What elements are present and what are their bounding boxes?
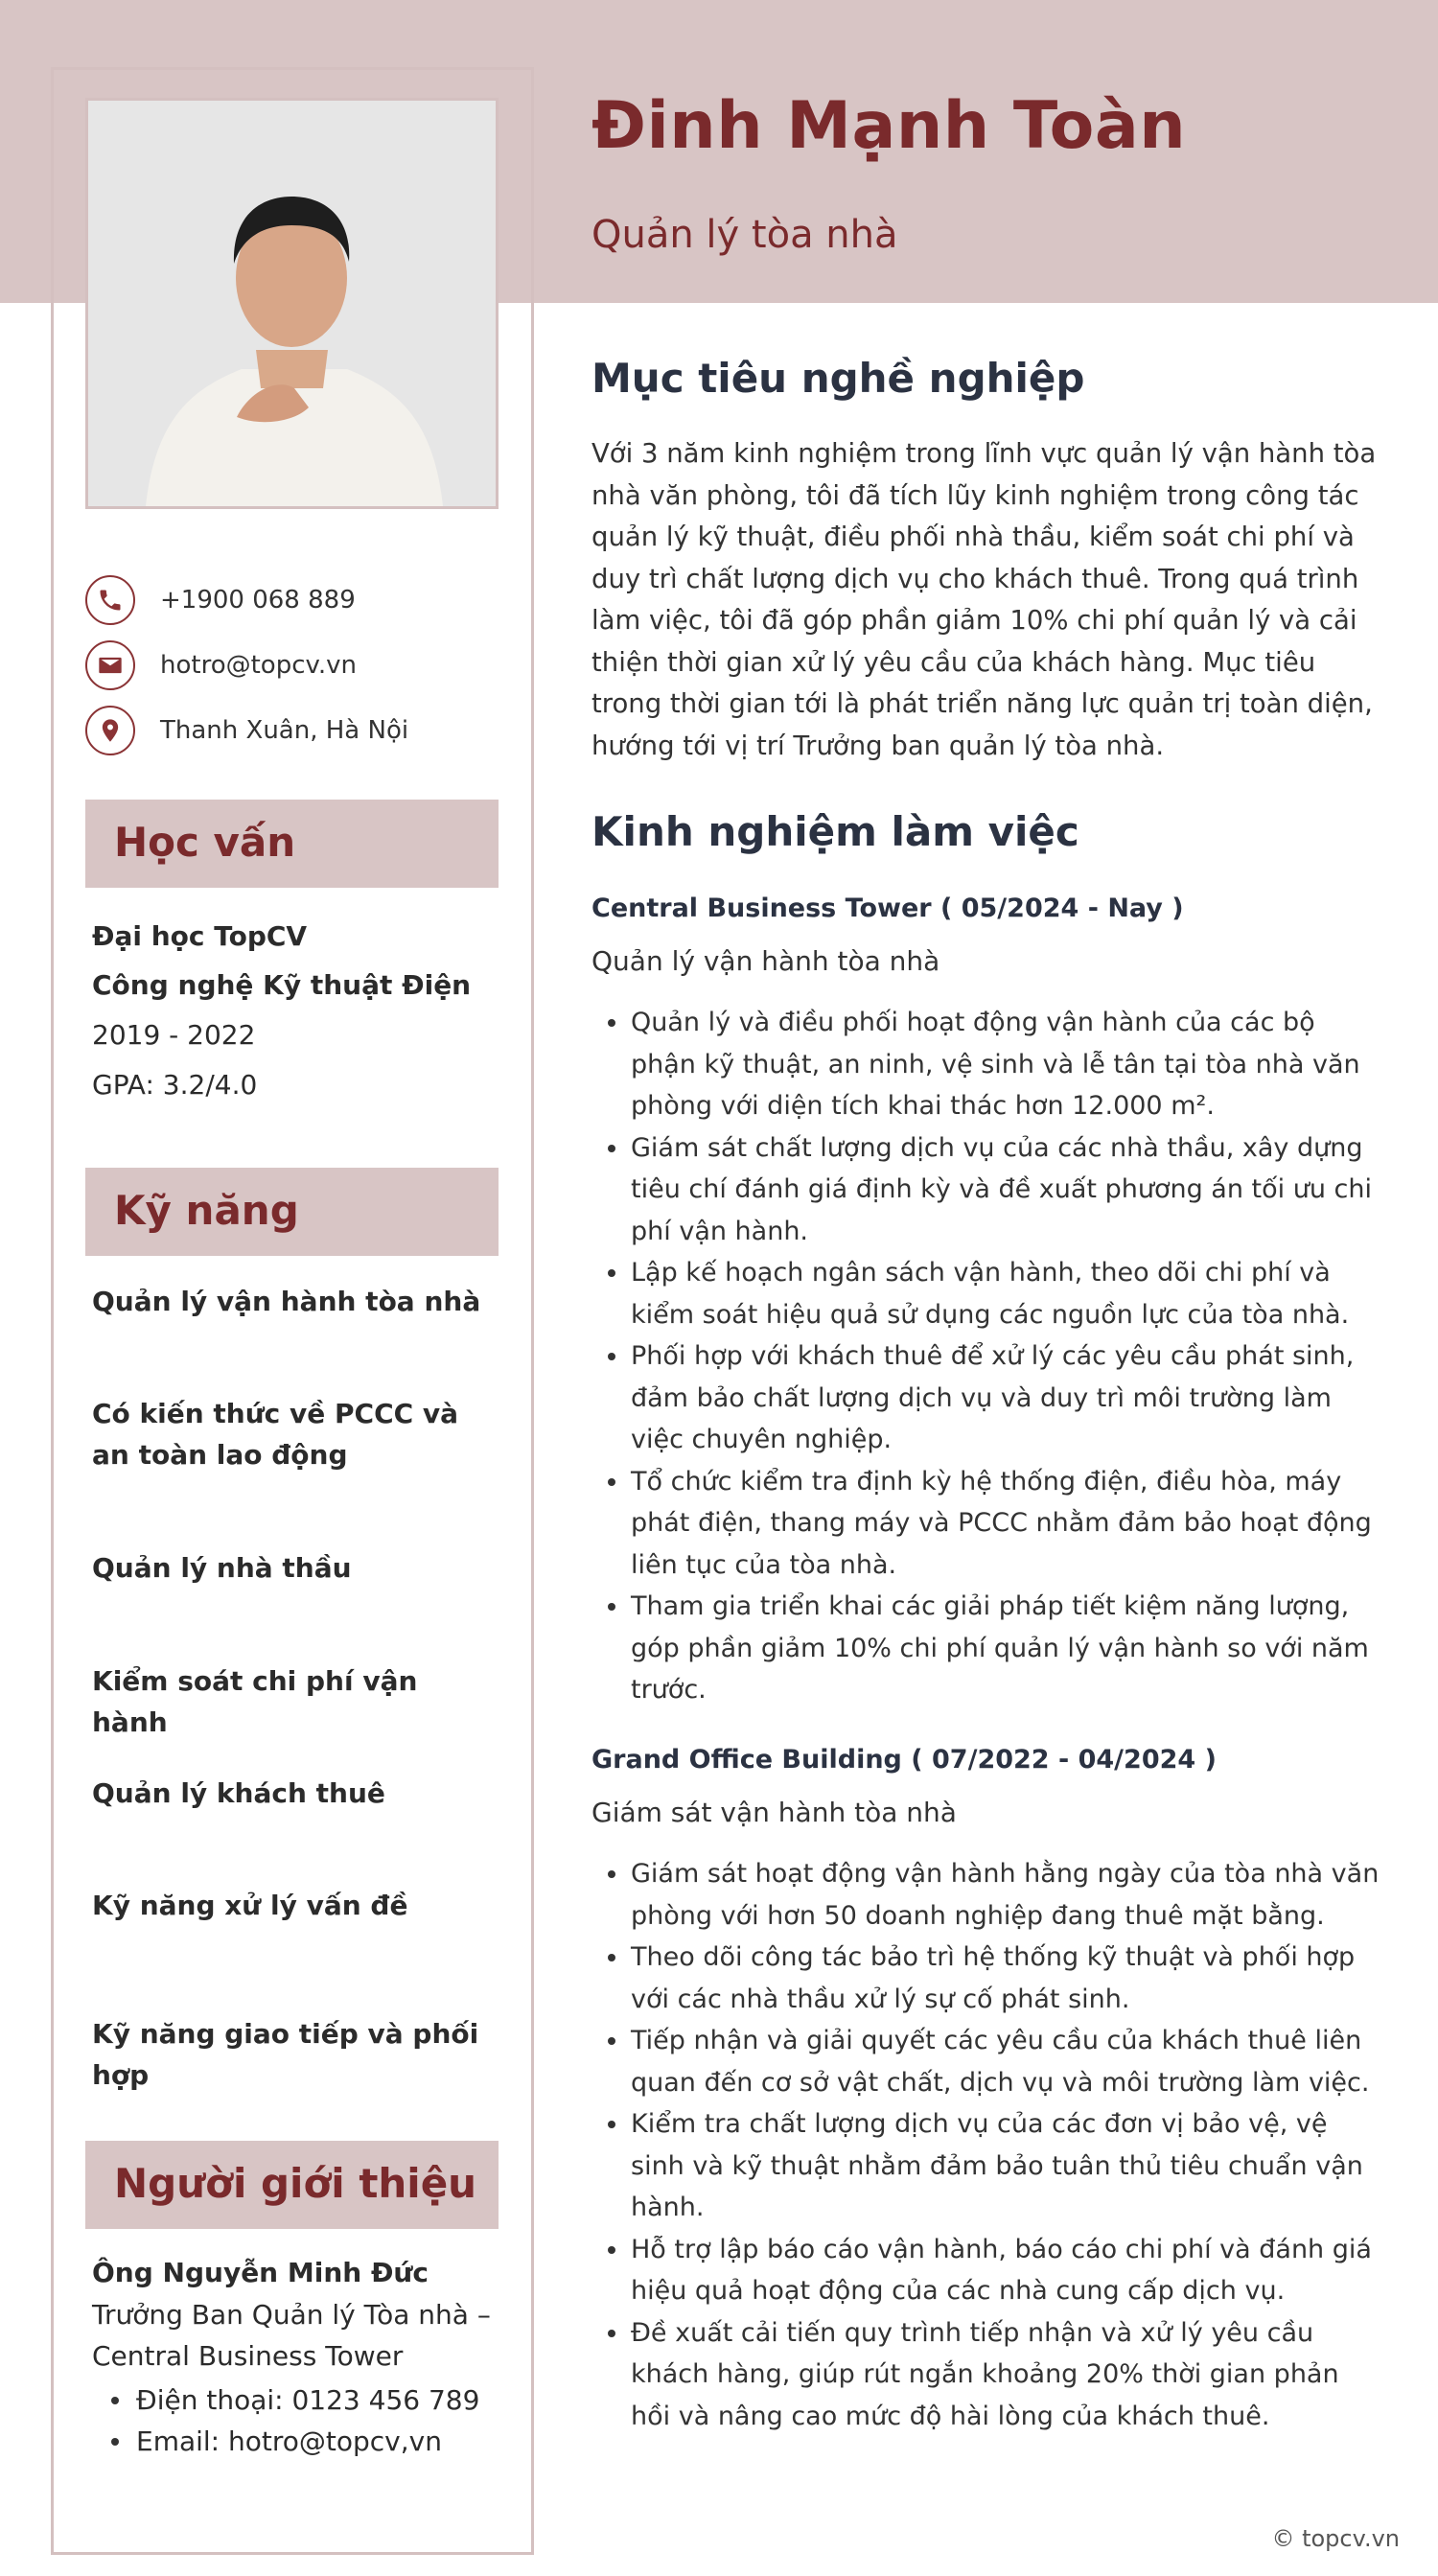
skill-item: Quản lý vận hành tòa nhà — [92, 1286, 481, 1317]
education-heading: Học vấn — [85, 800, 499, 888]
education-period: 2019 - 2022 — [92, 1019, 256, 1051]
experience-heading: Kinh nghiệm làm việc — [591, 808, 1079, 855]
job-bullet: Giám sát hoạt động vận hành hằng ngày của tòa nhà văn phòng với hơn 50 doanh nghiệp đang thuê mặt bằng. — [604, 1853, 1382, 1937]
contact-phone-text: +1900 068 889 — [160, 586, 356, 615]
job-bullet: Theo dõi công tác bảo trì hệ thống kỹ thuật và phối hợp với các nhà thầu xử lý sự cố phát sinh. — [604, 1937, 1382, 2020]
job-bullet: Tổ chức kiểm tra định kỳ hệ thống điện, điều hòa, máy phát điện, thang máy và PCCC nhằm đảm bảo hoạt động liên tục của tòa nhà. — [604, 1461, 1382, 1587]
skills-heading: Kỹ năng — [85, 1168, 499, 1256]
reference-position: Trưởng Ban Quản lý Tòa nhà – Central Business Tower — [92, 2299, 491, 2372]
contact-address — [85, 704, 526, 757]
contact-email — [85, 638, 526, 692]
skill-item: Kiểm soát chi phí vận hành — [92, 1665, 418, 1738]
job-role: Giám sát vận hành tòa nhà — [591, 1797, 957, 1828]
skill-item: Quản lý nhà thầu — [92, 1552, 352, 1584]
objective-heading: Mục tiêu nghề nghiệp — [591, 355, 1085, 402]
job-bullet: Hỗ trợ lập báo cáo vận hành, báo cáo chi phí và đánh giá hiệu quả hoạt động của các nhà cung cấp dịch vụ. — [604, 2229, 1382, 2312]
education-school: Đại học TopCV — [92, 920, 308, 952]
job-company: Grand Office Building ( 07/2022 - 04/2024 ) — [591, 1745, 1217, 1775]
contact-email-text: hotro@topcv.vn — [160, 651, 358, 680]
job-role: Quản lý vận hành tòa nhà — [591, 945, 940, 977]
job-bullet: Lập kế hoạch ngân sách vận hành, theo dõi chi phí và kiểm soát hiệu quả sử dụng các nguồn lực của tòa nhà. — [604, 1252, 1382, 1335]
job-bullet: Đề xuất cải tiến quy trình tiếp nhận và xử lý yêu cầu khách hàng, giúp rút ngắn khoảng 20% thời gian phản hồi và nâng cao mức độ hài lòng của khách thuê. — [604, 2312, 1382, 2438]
reference-heading: Người giới thiệu — [85, 2141, 499, 2229]
job-bullet: Giám sát chất lượng dịch vụ của các nhà thầu, xây dựng tiêu chí đánh giá định kỳ và đề xuất phương án tối ưu chi phí vận hành. — [604, 1127, 1382, 1253]
skill-item: Quản lý khách thuê — [92, 1777, 385, 1809]
job-bullet: Phối hợp với khách thuê để xử lý các yêu cầu phát sinh, đảm bảo chất lượng dịch vụ và duy trì môi trường làm việc chuyên nghiệp. — [604, 1335, 1382, 1461]
job-bullet: Tham gia triển khai các giải pháp tiết kiệm năng lượng, góp phần giảm 10% chi phí quản lý vận hành so với năm trước. — [604, 1586, 1382, 1711]
candidate-name: Đinh Mạnh Toàn — [591, 88, 1187, 164]
reference-phone: Điện thoại: 0123 456 789 — [107, 2379, 520, 2421]
location-pin-icon — [85, 706, 135, 755]
job-company: Central Business Tower ( 05/2024 - Nay ) — [591, 893, 1184, 923]
job-bullet-list — [604, 1002, 1382, 1711]
contact-address-text: Thanh Xuân, Hà Nội — [160, 716, 409, 745]
footer-brand: © topcv.vn — [1271, 2525, 1400, 2552]
job-bullet: Quản lý và điều phối hoạt động vận hành của các bộ phận kỹ thuật, an ninh, vệ sinh và lễ tân tại tòa nhà văn phòng với diện tích khai thác hơn 12.000 m². — [604, 1002, 1382, 1127]
skill-item: Có kiến thức về PCCC và an toàn lao động — [92, 1398, 459, 1471]
profile-photo — [85, 98, 499, 509]
objective-text: Với 3 năm kinh nghiệm trong lĩnh vực quản lý vận hành tòa nhà văn phòng, tôi đã tích lũy kinh nghiệm trong công tác quản lý kỹ thuật, điều phối nhà thầu, kiểm soát chi phí và duy trì chất lượng dịch vụ cho khách thuê. Trong quá trình làm việc, tôi đã góp phần giảm 10% chi phí quản lý và cải thiện thời gian xử lý yêu cầu của khách hàng. Mục tiêu trong thời gian tới là phát triển năng lực quản trị toàn diện, hướng tới vị trí Trưởng ban quản lý tòa nhà. — [591, 438, 1377, 761]
education-gpa: GPA: 3.2/4.0 — [92, 1069, 258, 1101]
job-bullet-list — [604, 1853, 1382, 2437]
contact-phone — [85, 573, 526, 627]
reference-name: Ông Nguyễn Minh Đức — [92, 2257, 429, 2288]
job-bullet: Kiểm tra chất lượng dịch vụ của các đơn vị bảo vệ, vệ sinh và kỹ thuật nhằm đảm bảo tuân thủ tiêu chuẩn vận hành. — [604, 2103, 1382, 2229]
skill-item: Kỹ năng giao tiếp và phối hợp — [92, 2018, 479, 2091]
skill-item: Kỹ năng xử lý vấn đề — [92, 1890, 408, 1921]
reference-contact-list — [107, 2379, 520, 2462]
reference-email: Email: hotro@topcv,vn — [107, 2421, 520, 2462]
mail-icon — [85, 640, 135, 690]
candidate-title: Quản lý tòa nhà — [591, 213, 898, 257]
job-bullet: Tiếp nhận và giải quyết các yêu cầu của khách thuê liên quan đến cơ sở vật chất, dịch vụ và môi trường làm việc. — [604, 2020, 1382, 2103]
education-major: Công nghệ Kỹ thuật Điện — [92, 969, 472, 1001]
phone-icon — [85, 575, 135, 625]
